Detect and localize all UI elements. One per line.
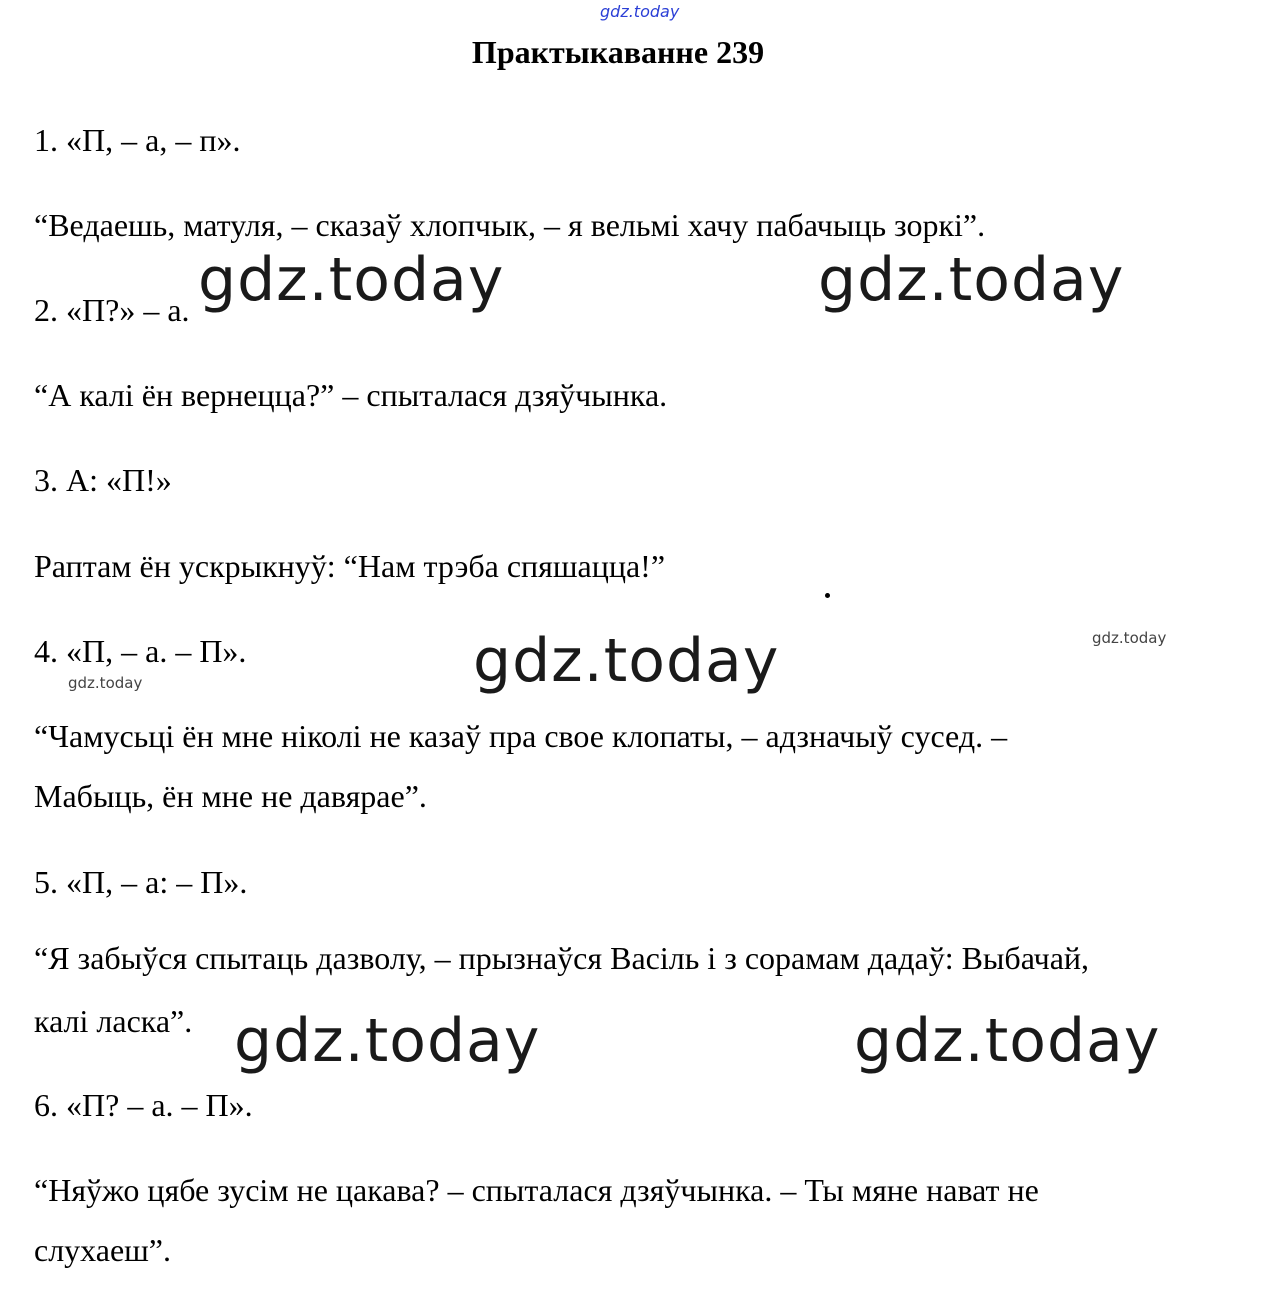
watermark-small: gdz.today xyxy=(68,674,143,692)
example-2: “А калі ён вернецца?” – спыталася дзяўчынка. xyxy=(34,377,668,413)
example-5-line-1: “Я забыўся спытаць дазволу, – прызнаўся Васіль і з сорамам дадаў: Выбачай, xyxy=(34,940,1090,976)
rule-3: 3. А: «П!» xyxy=(34,462,172,498)
example-6-line-2: слухаеш”. xyxy=(34,1232,171,1268)
example-6-line-1: “Няўжо цябе зусім не цакава? – спыталася дзяўчынка. – Ты мяне нават не xyxy=(34,1172,1039,1208)
rule-4: 4. «П, – а. – П». xyxy=(34,633,247,669)
example-4-line-1: “Чамусьці ён мне ніколі не казаў пра свое клопаты, – адзначыў сусед. – xyxy=(34,718,1008,754)
page-title: Практыкаванне 239 xyxy=(471,34,765,70)
rule-5: 5. «П, – а: – П». xyxy=(34,864,248,900)
example-1: “Ведаешь, матуля, – сказаў хлопчык, – я вельмі хачу пабачыць зоркі”. xyxy=(34,207,986,243)
rule-6: 6. «П? – а. – П». xyxy=(34,1087,253,1123)
example-5-line-2: калі ласка”. xyxy=(34,1003,193,1039)
watermark: gdz.today xyxy=(818,245,1125,315)
watermark: gdz.today xyxy=(198,245,505,315)
watermark-top: gdz.today xyxy=(600,2,680,21)
rule-1: 1. «П, – а, – п». xyxy=(34,122,241,158)
rule-2: 2. «П?» – а. xyxy=(34,292,190,328)
watermark: gdz.today xyxy=(854,1006,1161,1076)
watermark: gdz.today xyxy=(473,626,780,696)
watermark-small: gdz.today xyxy=(1092,629,1167,647)
example-3: Раптам ён ускрыкнуў: “Нам трэба спяшацца!” xyxy=(34,548,666,584)
stray-dot xyxy=(825,593,830,598)
example-4-line-2: Мабыць, ён мне не давярае”. xyxy=(34,778,427,814)
watermark: gdz.today xyxy=(234,1006,541,1076)
